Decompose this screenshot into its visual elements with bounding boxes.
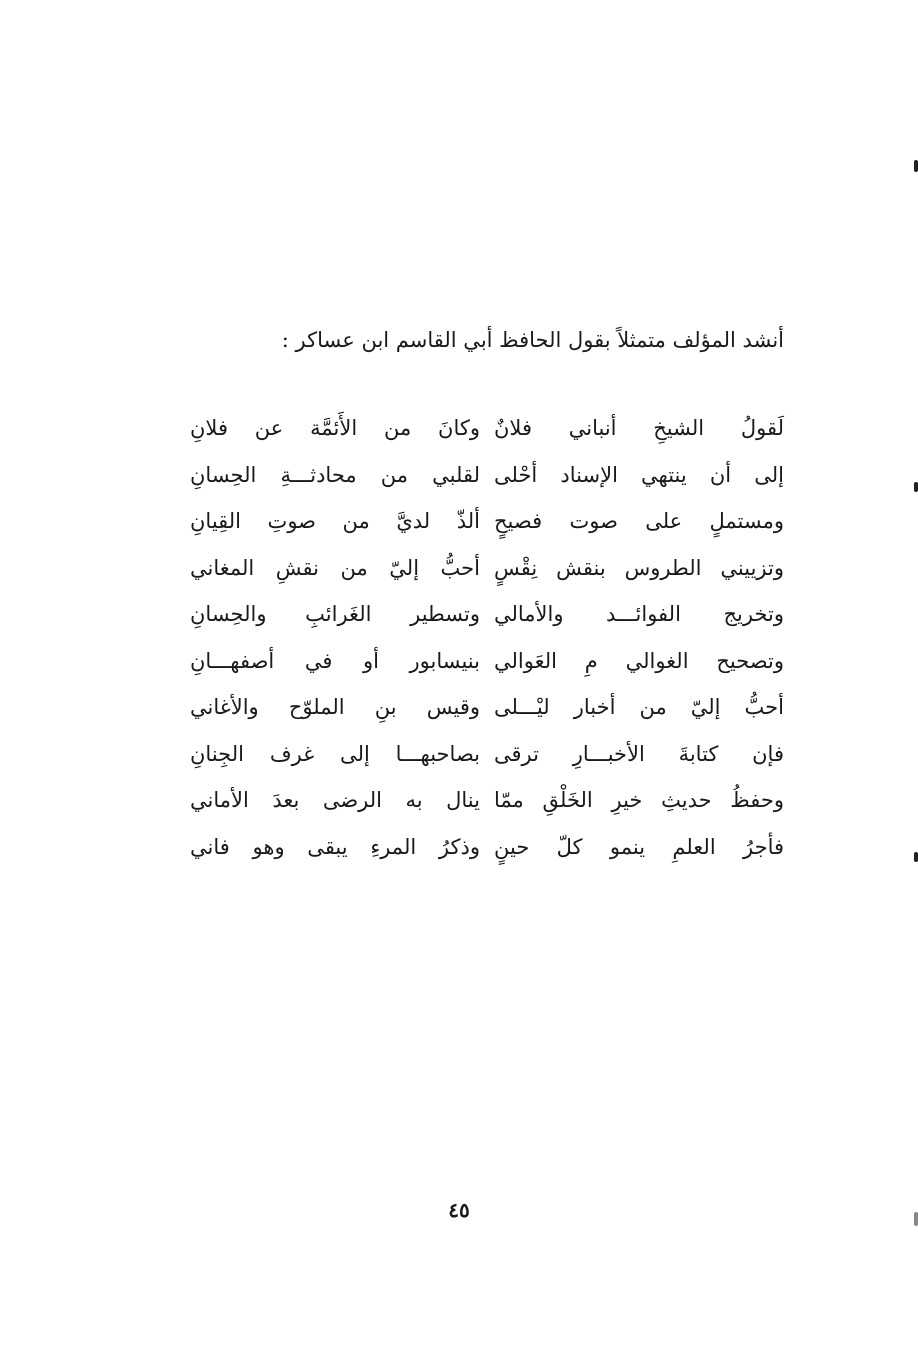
verse-first-hemistich: وتخريج الفوائـــد والأمالي	[494, 602, 784, 627]
verse-first-hemistich: فإن كتابةَ الأخبـــارِ ترقى	[494, 741, 784, 766]
verse	[190, 452, 784, 499]
scan-edge-mark	[914, 852, 918, 862]
verse-first-hemistich: وتصحيح الغوالي مِ العَوالي	[494, 648, 784, 673]
verse-first-hemistich: ومستملٍ على صوت فصيحٍ	[494, 509, 784, 534]
verse-second-hemistich: وقيس بنِ الملوّح والأغاني	[190, 695, 480, 720]
verse-first-hemistich: أحبُّ إليّ من أخبار ليْـــلى	[494, 695, 784, 720]
verse-second-hemistich: بصاحبهـــا إلى غرف الجِنانِ	[190, 741, 480, 766]
intro-line: أنشد المؤلف متمثلاً بقول الحافظ أبي القاسم ابن عساكر :	[281, 328, 784, 352]
verse	[190, 684, 784, 731]
scan-edge-mark	[914, 482, 918, 492]
verse-second-hemistich: وذكرُ المرءِ يبقى وهو فاني	[190, 834, 480, 859]
scan-edge-mark	[914, 1212, 918, 1226]
poem	[190, 405, 784, 870]
verse-second-hemistich: ينال به الرضى بعدَ الأماني	[190, 788, 480, 813]
verse-second-hemistich: أحبُّ إليّ من نقشِ المغاني	[190, 555, 480, 580]
verse-second-hemistich: ألذّ لديَّ من صوتِ القِيانِ	[190, 509, 480, 534]
scan-edge-mark	[914, 160, 918, 172]
verse-first-hemistich: لَقولُ الشيخِ أنباني فلانٌ	[494, 416, 784, 441]
verse-first-hemistich: إلى أن ينتهي الإسناد أحْلى	[494, 462, 784, 487]
verse	[190, 591, 784, 638]
verse	[190, 405, 784, 452]
verse-second-hemistich: وكانَ من الأَئمَّة عن فلانِ	[190, 416, 480, 441]
verse	[190, 731, 784, 778]
verse-first-hemistich: فأجرُ العلمِ ينمو كلّ حينٍ	[494, 834, 784, 859]
verse-second-hemistich: بنيسابور أو في أصفهـــانِ	[190, 648, 480, 673]
verse	[190, 545, 784, 592]
verse	[190, 498, 784, 545]
verse-second-hemistich: وتسطير الغَرائبِ والحِسانِ	[190, 602, 480, 627]
page-number: ٤٥	[448, 1198, 470, 1222]
verse-first-hemistich: وحفظُ حديثِ خيرِ الخَلْقِ ممّا	[494, 788, 784, 813]
verse-first-hemistich: وتزييني الطروس بنقش نِقْسٍ	[494, 555, 784, 580]
verse	[190, 777, 784, 824]
verse-second-hemistich: لقلبي من محادثـــةِ الحِسانِ	[190, 462, 480, 487]
verse	[190, 638, 784, 685]
verse	[190, 824, 784, 871]
